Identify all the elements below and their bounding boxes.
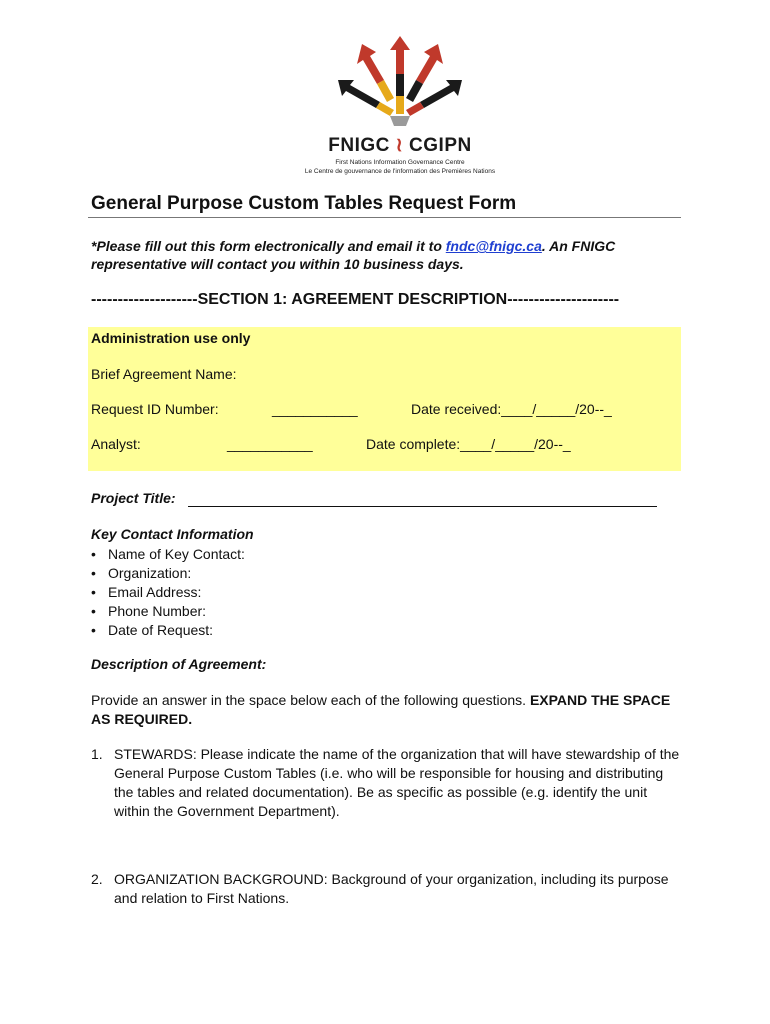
question-text: STEWARDS: Please indicate the name of the organization that will have stewardship of the General Purpose Custom Tables (i.e. who will be responsible for housing and distributing the tables and related documentation). Be as specific as possible (e.g. identify the unit within the Government Department). [114, 746, 680, 819]
date-complete-field[interactable]: Date complete:____/_____/20--_ [366, 436, 571, 452]
request-id-field[interactable]: ___________ [272, 401, 358, 417]
list-item: • Name of Key Contact: [91, 545, 245, 564]
description-heading: Description of Agreement: [91, 656, 267, 672]
admin-heading: Administration use only [91, 330, 251, 346]
logo-tagline-english: First Nations Information Governance Centre [335, 159, 465, 166]
instructions-text: Provide an answer in the space below each of the following questions. [91, 692, 530, 708]
form-title: General Purpose Custom Tables Request Form [91, 193, 517, 214]
request-id-label: Request ID Number: [91, 401, 219, 417]
list-item: • Email Address: [91, 583, 245, 602]
intro-text-end: . An FNIGC representative will contact you within 10 business days. [91, 238, 616, 272]
date-received-field[interactable]: Date received:____/_____/20--_ [411, 401, 612, 417]
question-1 [91, 745, 681, 821]
answer-instructions [91, 691, 681, 729]
section-1-heading: --------------------SECTION 1: AGREEMENT DESCRIPTION--------------------- [91, 291, 620, 308]
list-item: • Phone Number: [91, 602, 245, 621]
instructions-emphasis: EXPAND THE SPACE AS REQUIRED. [91, 692, 671, 727]
email-link[interactable]: fndc@fnigc.ca [445, 238, 542, 254]
intro-instructions [91, 237, 691, 273]
question-text: ORGANIZATION BACKGROUND: Background of your organization, including its purpose and relation to First Nations. [114, 871, 669, 906]
fnigc-logo [300, 34, 500, 184]
logo-wordmark-left: FNIGC [328, 135, 390, 156]
question-number: 2. [91, 871, 103, 887]
project-title-label: Project Title: [91, 490, 176, 506]
question-number: 1. [91, 746, 103, 762]
list-item: • Organization: [91, 564, 245, 583]
logo-wordmark-right: CGIPN [409, 135, 472, 156]
list-item: • Date of Request: [91, 621, 245, 640]
logo-wordmark [300, 134, 500, 157]
brief-agreement-name-label: Brief Agreement Name: [91, 366, 237, 382]
title-divider [88, 217, 681, 218]
key-contact-heading: Key Contact Information [91, 526, 254, 542]
analyst-label: Analyst: [91, 436, 141, 452]
project-title-field[interactable] [188, 506, 657, 507]
key-contact-list [91, 545, 245, 640]
analyst-field[interactable]: ___________ [227, 436, 313, 452]
logo-wordmark-separator: ≀ [395, 135, 404, 156]
maple-leaf-arrows-icon [310, 34, 490, 134]
logo-tagline-french: Le Centre de gouvernance de l'information des Premières Nations [304, 168, 496, 175]
intro-text-start: *Please fill out this form electronically and email it to [91, 238, 446, 254]
admin-use-box [88, 327, 681, 471]
question-2 [91, 870, 681, 908]
